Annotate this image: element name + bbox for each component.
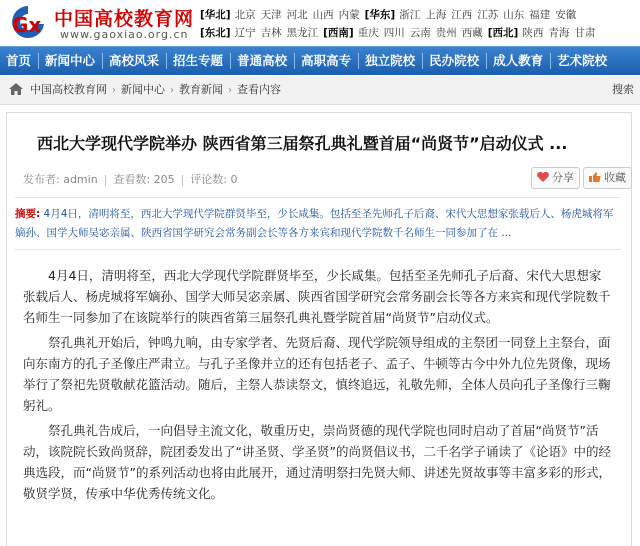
region-link[interactable]: 山西 (312, 9, 334, 21)
meta-comments: 评论数: 0 (190, 173, 238, 186)
region-group-label: [华北] (200, 9, 231, 21)
nav-item[interactable]: 民办院校 (429, 53, 480, 68)
breadcrumb-separator: › (170, 85, 174, 96)
nav-item[interactable]: 艺术院校 (557, 53, 608, 68)
article-paragraph: 4月4日，清明将至，西北大学现代学院群贤毕至，少长咸集。包括至圣先师孔子后裔、宋代大思想家张载后人、杨虎城将军嫡孙、国学大师吴宓亲属、陕西省国学研究会常务副会长等各方来宾和现代学院数千名师生一同参加了在该院举行的陕西省第三届祭孔典礼暨学院首届“尚贤节”启动仪式。 (23, 268, 611, 325)
share-button[interactable] (531, 167, 580, 189)
article-title: 西北大学现代学院举办 陕西省第三届祭孔典礼暨首届“尚贤节”启动仪式 ... (37, 134, 568, 153)
region-links-row-2 (200, 24, 640, 42)
region-link[interactable]: 青海 (548, 27, 570, 39)
article-body (23, 265, 613, 508)
region-link[interactable]: 吉林 (260, 27, 282, 39)
region-group-label: [东北] (200, 27, 231, 39)
site-header (0, 0, 640, 46)
breadcrumb (30, 76, 281, 104)
region-link[interactable]: 甘肃 (574, 27, 596, 39)
region-link[interactable]: 贵州 (435, 27, 457, 39)
region-links-row-1 (200, 6, 640, 24)
thumbs-up-icon (588, 171, 602, 183)
nav-item[interactable]: 独立院校 (365, 53, 416, 68)
region-link[interactable]: 四川 (383, 27, 405, 39)
region-link[interactable]: 安徽 (555, 9, 577, 21)
home-icon[interactable] (8, 82, 24, 96)
nav-item[interactable]: 高职高专 (301, 53, 352, 68)
breadcrumb-separator: › (112, 85, 116, 96)
divider (15, 197, 621, 198)
site-name[interactable]: 中国高校教育网 (54, 8, 195, 30)
meta-author: 发布者: admin (23, 173, 98, 186)
article-paragraph: 祭孔典礼开始后，钟鸣九响，由专家学者、先贤后裔、现代学院领导组成的主祭团一同登上主祭台，面向东南方的孔子圣像庄严肃立。与孔子圣像并立的还有包括老子、孟子、牛顿等古今中外九位先贤像，现场举行了祭祀先贤敬献花篮活动。随后，主祭人恭读祭文，慎终追远，礼敬先师，全体人员向孔子圣像行三鞠躬礼。 (23, 335, 611, 413)
nav-item[interactable]: 成人教育 (493, 53, 544, 68)
region-link[interactable]: 河北 (286, 9, 308, 21)
favorite-label: 收藏 (604, 171, 626, 184)
region-link[interactable]: 辽宁 (234, 27, 256, 39)
article-paragraph: 祭孔典礼告成后，一向倡导主流文化，敬重历史，崇尚贤德的现代学院也同时启动了首届“尚贤节”活动，该院院长致尚贤辞，院团委发出了“讲圣贤、学圣贤”的尚贤倡议书，二千名学子诵读了《论语》中的经典选段，而“尚贤节”的系列活动也将由此展开，通过清明祭扫先贤大师、讲述先贤故事等丰富多彩的形式，敬贤学贤，传承中华优秀传统文化。 (23, 423, 611, 501)
region-link[interactable]: 天津 (260, 9, 282, 21)
nav-item[interactable]: 首页 (6, 53, 32, 68)
nav-item[interactable]: 新闻中心 (45, 53, 96, 68)
region-link[interactable]: 黑龙江 (286, 27, 319, 39)
region-link[interactable]: 浙江 (399, 9, 421, 21)
region-link[interactable]: 福建 (529, 9, 551, 21)
region-link[interactable]: 江苏 (477, 9, 499, 21)
divider (15, 249, 621, 250)
site-logo[interactable] (8, 4, 48, 40)
article-panel (6, 112, 632, 546)
heart-icon (536, 171, 550, 183)
breadcrumb-item[interactable]: 教育新闻 (179, 83, 223, 96)
summary-text: 4月4日，清明将至，西北大学现代学院群贤毕至，少长咸集。包括至圣先师孔子后裔、宋代大思想家张载后人、杨虎城将军嫡孙、国学大师吴宓亲属、陕西省国学研究会常务副会长等各方来宾和现代学院数千名师生一同参加了在 ... (15, 208, 614, 239)
region-link[interactable]: 西藏 (461, 27, 483, 39)
breadcrumb-bar (0, 76, 640, 105)
main-nav (0, 46, 640, 75)
region-link[interactable]: 云南 (409, 27, 431, 39)
region-group-label: [西南] (323, 27, 354, 39)
meta-views: 查看数: 205 (113, 173, 175, 186)
article-meta: 发布者: admin | 查看数: 205 | 评论数: 0 (23, 173, 238, 186)
nav-item[interactable]: 高校风采 (109, 53, 160, 68)
summary-label: 摘要: (15, 208, 41, 220)
region-link[interactable]: 内蒙 (338, 9, 360, 21)
region-link[interactable]: 江西 (451, 9, 473, 21)
nav-item[interactable]: 招生专题 (173, 53, 224, 68)
region-group-label: [西北] (487, 27, 519, 39)
region-link[interactable]: 北京 (234, 9, 256, 21)
search-label[interactable]: 搜索 (612, 83, 634, 96)
region-link[interactable]: 山东 (503, 9, 525, 21)
breadcrumb-item[interactable]: 中国高校教育网 (30, 83, 107, 96)
breadcrumb-item: 查看内容 (237, 83, 281, 96)
breadcrumb-item[interactable]: 新闻中心 (121, 83, 165, 96)
region-link[interactable]: 陕西 (522, 27, 544, 39)
favorite-button[interactable] (583, 167, 632, 189)
site-url[interactable]: www.gaoxiao.org.cn (60, 28, 189, 41)
region-group-label: [华东] (364, 9, 396, 21)
article-summary (15, 205, 619, 243)
nav-item[interactable]: 普通高校 (237, 53, 288, 68)
region-link[interactable]: 上海 (425, 9, 447, 21)
breadcrumb-separator: › (228, 85, 232, 96)
region-link[interactable]: 重庆 (357, 27, 379, 39)
share-label: 分享 (552, 171, 574, 184)
logo-text: Gx (12, 13, 42, 37)
